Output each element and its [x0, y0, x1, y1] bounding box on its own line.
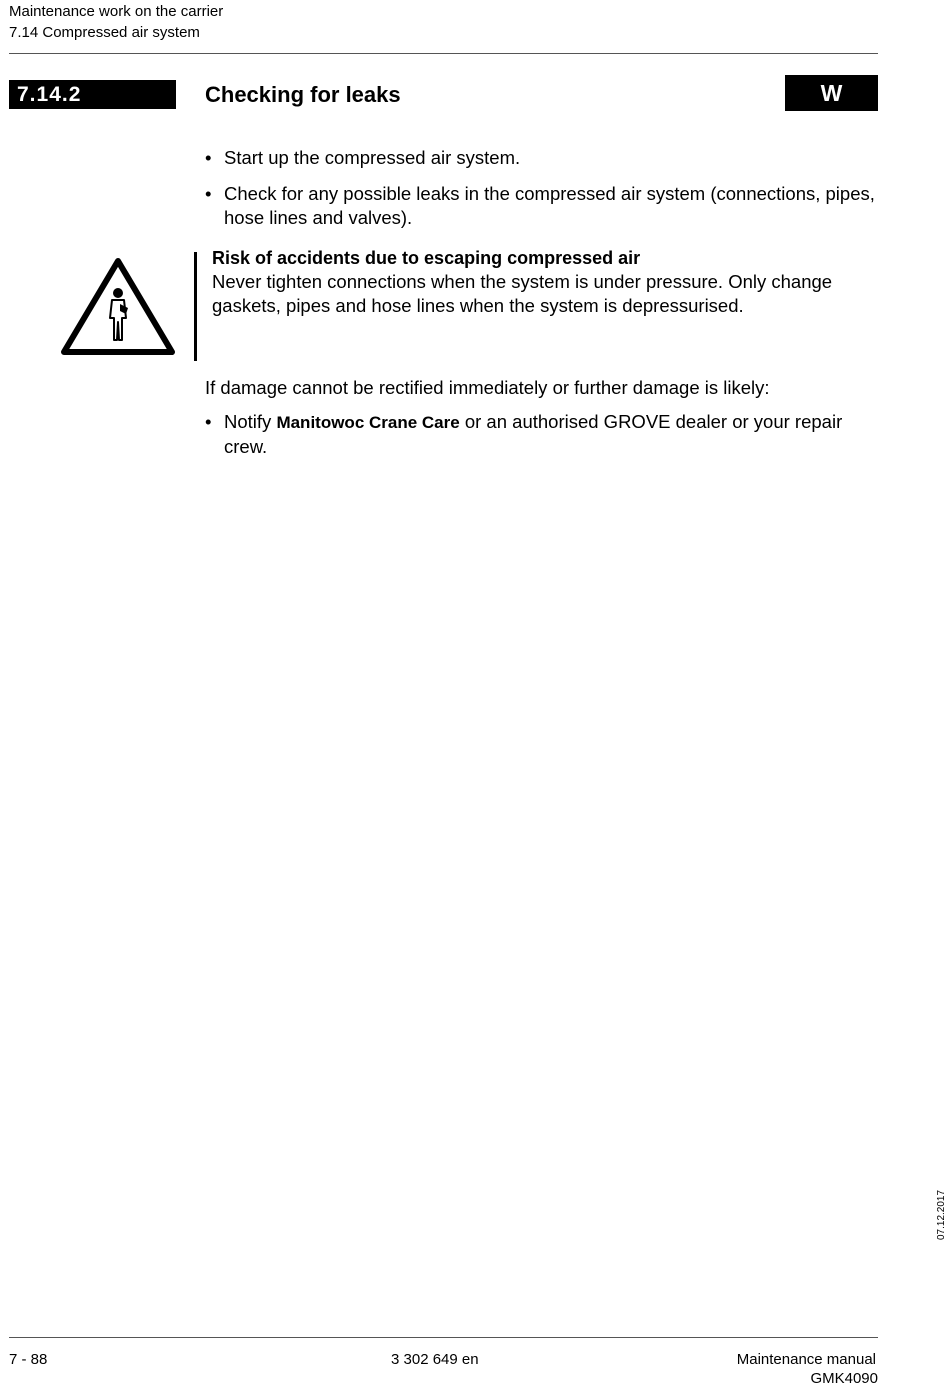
warning-bar	[194, 252, 197, 361]
warning-triangle-person-icon	[60, 256, 176, 356]
bullet-dot: •	[205, 411, 212, 432]
header-rule	[9, 53, 878, 54]
step-text: Check for any possible leaks in the compressed air system (connections, pipes, hose lines and valves).	[224, 183, 875, 228]
section-title: Checking for leaks	[205, 82, 401, 107]
footer-rule	[9, 1337, 878, 1338]
footer-page-number: 7 - 88	[9, 1351, 48, 1368]
warning-title: Risk of accidents due to escaping compressed air	[212, 248, 641, 268]
maintenance-type-tag: W	[785, 75, 878, 111]
side-date: 07.12.2017	[936, 1189, 947, 1240]
warning-text: Never tighten connections when the system is under pressure. Only change gaskets, pipes and hose lines when the system is depressurised.	[212, 271, 833, 316]
step-item	[205, 182, 885, 230]
step-item	[205, 146, 885, 170]
bullet-dot: •	[205, 147, 212, 168]
footer-model: GMK4090	[810, 1370, 878, 1387]
brand-name: Manitowoc Crane Care	[276, 413, 460, 432]
step-text: Start up the compressed air system.	[224, 147, 521, 168]
notify-item	[205, 410, 885, 459]
notify-suffix: or an authorised GROVE dealer or your repair crew.	[224, 411, 843, 457]
header-chapter: Maintenance work on the carrier	[9, 3, 224, 20]
footer-manual-title: Maintenance manual	[736, 1351, 876, 1368]
notify-prefix: Notify	[224, 411, 277, 432]
footer-doc-number: 3 302 649 en	[391, 1351, 479, 1368]
header-section: 7.14 Compressed air system	[9, 24, 200, 41]
bullet-dot: •	[205, 183, 212, 204]
section-number: 7.14.2	[9, 80, 176, 109]
damage-intro: If damage cannot be rectified immediately or further damage is likely:	[205, 377, 770, 398]
notify-text	[205, 410, 885, 459]
